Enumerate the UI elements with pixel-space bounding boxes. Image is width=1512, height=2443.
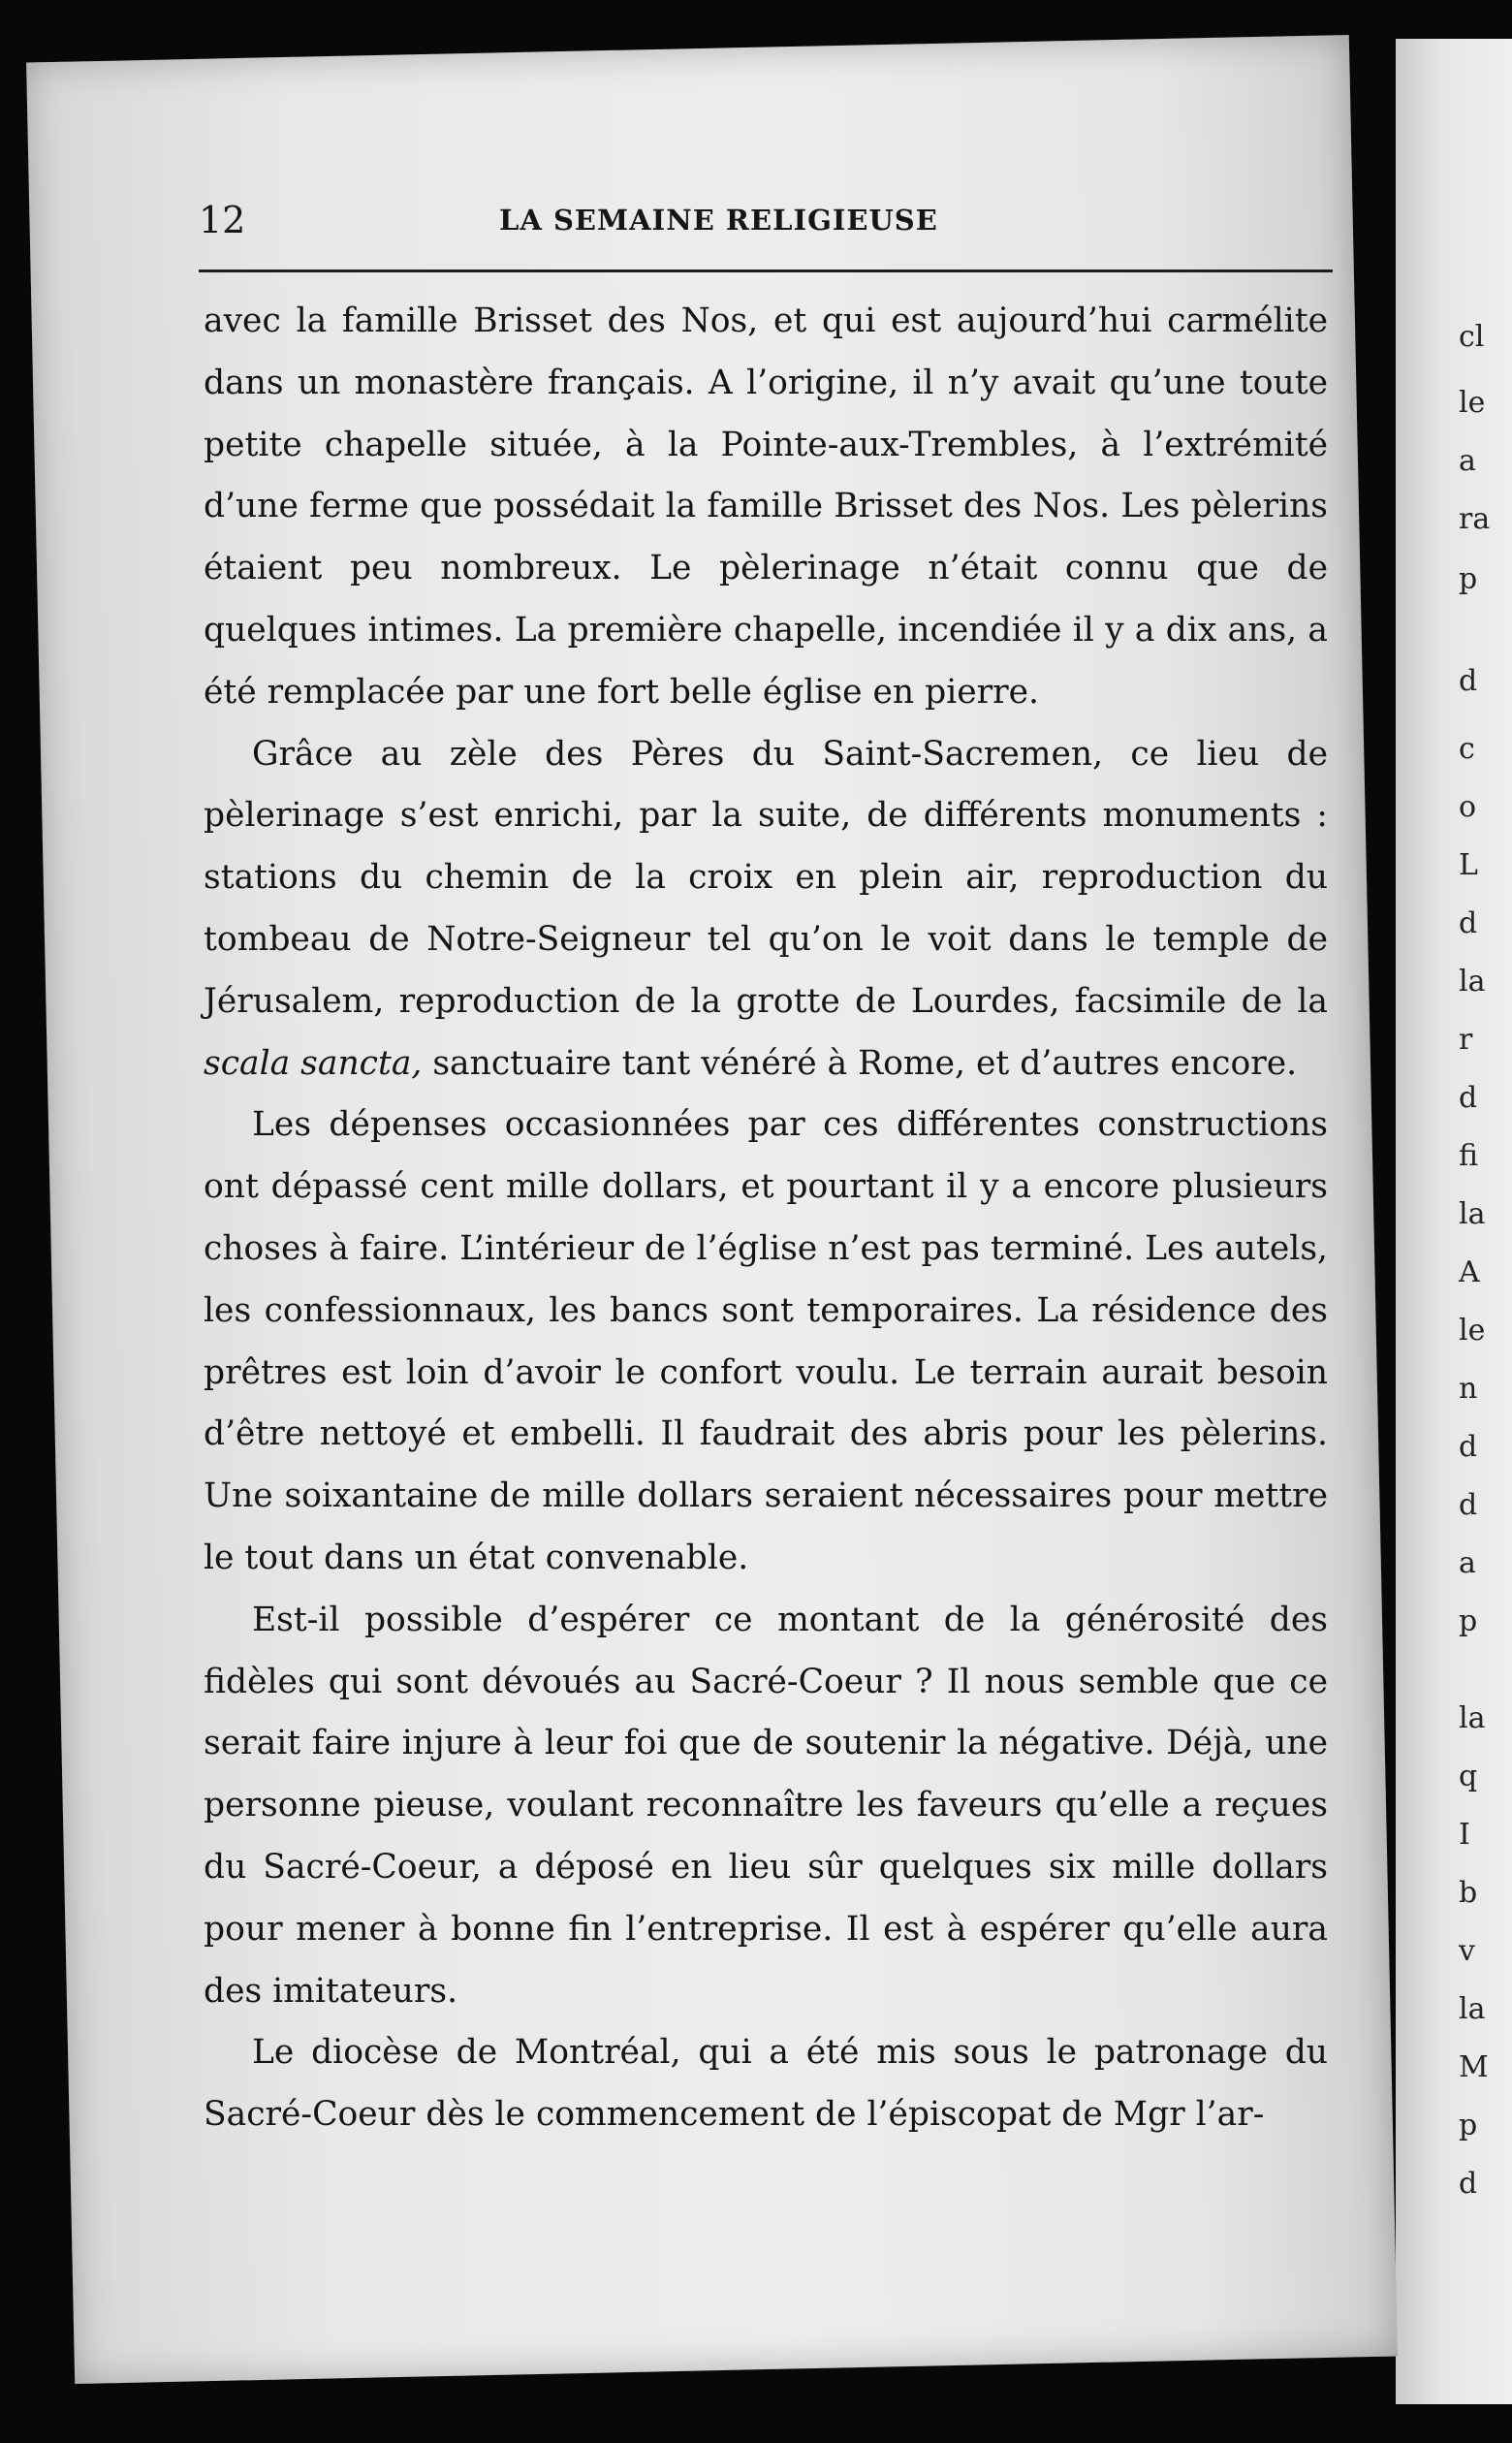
paragraph-2-text: Grâce au zèle des Pères du Saint-Sacremen, ce lieu de pèlerinage s’est enrichi, par la suite, de différents monuments : stations du chemin de la croix en plein air, reproduction du tombeau de Notre-Seigneur tel qu’on le voit dans le temple de Jérusalem, reproduction de la grotte de Lourdes, facsimile de la: [204, 734, 1328, 1021]
page-number: 12: [199, 199, 246, 241]
facing-page-fragment: a: [1459, 444, 1476, 478]
paragraph-1: avec la famille Brisset des Nos, et qui est aujourd’hui carmélite dans un monastère français. A l’origine, il n’y avait qu’une toute petite chapelle située, à la Pointe-aux-Trembles, à l’extrémité d’une ferme que possédait la famille Brisset des Nos. Les pèlerins étaient peu nombreux. Le pèlerinage n’était connu que de quelques intimes. La première chapelle, incendiée il y a dix ans, a été remplacée par une fort belle église en pierre.: [204, 301, 1328, 712]
facing-page-fragment: L: [1459, 848, 1478, 882]
facing-page-fragment: c: [1459, 732, 1475, 766]
facing-page-fragment: d: [1459, 664, 1478, 698]
facing-page-fragment: M: [1459, 2050, 1489, 2084]
facing-page-fragment: I: [1459, 1818, 1470, 1852]
facing-page-fragment: d: [1459, 1488, 1478, 1522]
header-rule: [199, 270, 1333, 272]
facing-page-fragment: fi: [1459, 1139, 1479, 1173]
facing-page-fragment: o: [1459, 790, 1477, 824]
facing-page-fragment: n: [1459, 1372, 1478, 1406]
article-body: [204, 291, 1328, 2146]
paragraph-4: Est-il possible d’espérer ce montant de la générosité des fidèles qui sont dévoués au Sacré-Coeur ? Il nous semble que ce serait faire injure à leur foi que de soutenir la négative. Déjà, une personne pieuse, voulant reconnaître les faveurs qu’elle a reçues du Sacré-Coeur, a déposé en lieu sûr quelques six mille dollars pour mener à bonne fin l’entreprise. Il est à espérer qu’elle aura des imitateurs.: [204, 1600, 1328, 2011]
paragraph-3: Les dépenses occasionnées par ces différentes constructions ont dépassé cent mille dollars, et pourtant il y a encore plusieurs choses à faire. L’intérieur de l’église n’est pas terminé. Les autels, les confessionnaux, les bancs sont temporaires. La résidence des prêtres est loin d’avoir le confort voulu. Le terrain aurait besoin d’être nettoyé et embelli. Il faudrait des abris pour les pèlerins. Une soixantaine de mille dollars seraient nécessaires pour mettre le tout dans un état convenable.: [204, 1105, 1328, 1577]
facing-page-fragment: la: [1459, 965, 1486, 999]
facing-page-fragment: p: [1459, 562, 1478, 596]
facing-page-fragment: d: [1459, 906, 1478, 940]
paragraph-2-text-end: sanctuaire tant vénéré à Rome, et d’autres encore.: [422, 1043, 1298, 1083]
paragraph-5: Le diocèse de Montréal, qui a été mis sous le patronage du Sacré-Coeur dès le commencement de l’épiscopat de Mgr l’ar-: [204, 2033, 1328, 2135]
facing-page-fragment: b: [1459, 1876, 1478, 1910]
facing-page-fragment: le: [1459, 1314, 1486, 1348]
facing-page-fragment: r: [1459, 1023, 1473, 1057]
paragraph-2: [204, 724, 1328, 1095]
page-header: [199, 194, 1333, 252]
facing-page-fragment: la: [1459, 1701, 1486, 1735]
facing-page-fragment: d: [1459, 2167, 1478, 2201]
facing-page-fragment: le: [1459, 386, 1486, 420]
facing-page-edge: [1396, 39, 1512, 2404]
facing-page-fragment: q: [1459, 1760, 1478, 1793]
facing-page-fragment: la: [1459, 1197, 1486, 1231]
facing-page-fragment: A: [1459, 1255, 1480, 1289]
facing-page-fragment: p: [1459, 2109, 1478, 2142]
facing-page-fragment: v: [1459, 1934, 1475, 1968]
facing-page-fragment: cl: [1459, 320, 1485, 354]
facing-page-fragment: la: [1459, 1992, 1486, 2026]
facing-page-fragment: ra: [1459, 502, 1491, 536]
facing-page-fragment: d: [1459, 1081, 1478, 1115]
facing-page-fragment: d: [1459, 1430, 1478, 1464]
running-title: LA SEMAINE RELIGIEUSE: [499, 204, 938, 237]
facing-page-fragment: p: [1459, 1604, 1478, 1638]
facing-page-fragment: a: [1459, 1546, 1476, 1580]
paragraph-2-italic: scala sancta,: [204, 1043, 423, 1083]
